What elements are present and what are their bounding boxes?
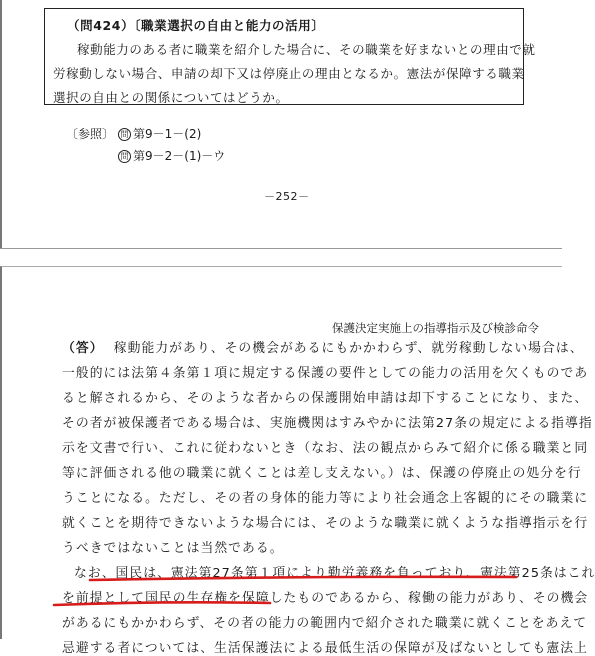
answer-line-3: ると解されるから、そのような者からの保護開始申請は却下することになり、また、 (62, 391, 589, 406)
answer-line-8: 就くことを期待できないような場合には、そのような職業に就くような指導指示を行 (62, 516, 589, 531)
question-title: （問424）〔職業選択の自由と能力の活用〕 (67, 18, 325, 33)
underline-stroke-2 (54, 602, 270, 605)
underline-stroke-1 (90, 577, 516, 580)
circled-mark-icon: 問 (118, 128, 131, 141)
running-header: 保護決定実施上の指導指示及び検診命令 (332, 321, 539, 335)
question-line-1: 稼動能力のある者に職業を紹介した場合に、その職業を好まないとの理由で就 (77, 42, 536, 57)
reference-item-text: 第9－2－(1)－ウ (133, 149, 226, 163)
red-underline-annotation (2, 267, 564, 640)
answer-line-1: （答） 稼動能力があり、その機会があるにもかかわらず、就労稼動しない場合は、 (62, 341, 584, 356)
reference-item-1 (118, 125, 201, 142)
circled-mark-icon: 問 (118, 150, 131, 163)
answer-line-5: 示を文書で行い、これに従わないとき（なお、法の観点からみて紹介に係る職業と同 (62, 441, 589, 456)
answer-line-2: 一般的には法第４条第１項に規定する保護の要件としての能力の活用を欠くものであ (62, 366, 589, 381)
document-page-bottom (0, 266, 595, 656)
reference-item-text: 第9－1－(2) (133, 127, 202, 141)
answer-line-9: うべきではないことは当然である。 (62, 541, 284, 556)
reference-label: 〔参照〕 (66, 127, 115, 141)
reference-item-2 (118, 147, 225, 164)
answer-line-7: うことになる。ただし、その者の身体的能力等により社会通念上客観的にその職業に (62, 491, 589, 506)
answer-line-4: その者が被保護者である場合は、実施機関はすみやかに法第27条の規定による指導指 (62, 416, 593, 431)
question-box (44, 8, 536, 105)
answer-line-10: なお、国民は、憲法第27条第１項により勤労義務を負っており、憲法第25条はこれ (74, 566, 595, 581)
document-page-top (0, 0, 562, 248)
answer-line-11: を前提として国民の生存権を保障したものであるから、稼働の能力があり、その機会 (62, 591, 589, 606)
answer-label: （答） (62, 341, 104, 356)
question-line-2: 労稼動しない場合、申請の却下又は停廃止の理由となるか。憲法が保障する職業 (53, 66, 525, 81)
question-line-3: 選択の自由との関係についてはどうか。 (53, 90, 289, 105)
answer-line-6: 等に評価される他の職業に就くことは差し支えない。）は、保護の停廃止の処分を行 (62, 466, 582, 481)
page-number: －252－ (264, 190, 310, 203)
answer-line-13: 忌避する者については、生活保護法による最低生活の保障が及ばないとしても憲法上 (62, 641, 588, 656)
page-gap (0, 248, 562, 266)
answer-line-12: があるにもかかわらず、その者の能力の範囲内で紹介された職業に就くことをあえて (62, 616, 588, 631)
